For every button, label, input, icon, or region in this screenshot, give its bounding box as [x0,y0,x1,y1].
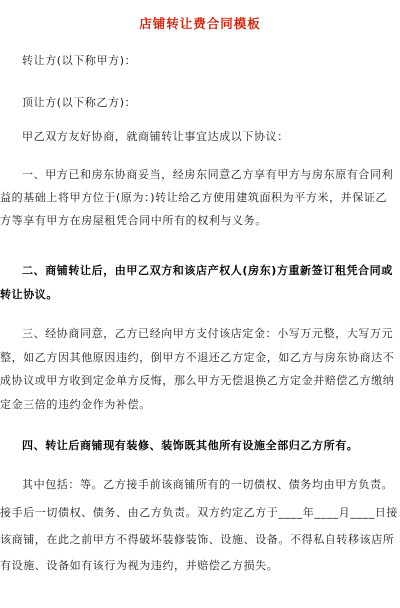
clause2-line-1: 二、商铺转让后，由甲乙双方和该店产权人(房东)方重新签订租凭合同或 [22,264,393,277]
intro-line: 甲乙双方友好协商，就商铺转让事宜达成以下协议： [22,130,289,143]
clause5-line-3: 该商铺，在此之前甲方不得破坏装修装饰、设施、设备。不得私自转移该店所 [0,533,395,546]
clause3-line-1: 三、经协商同意，乙方已经向甲方支付该店定金：小写万元整，大写万元 [22,327,394,340]
party-b-line: 顶让方(以下称乙方)： [22,96,137,109]
clause1-line-3: 方等享有甲方在房屋租凭合同中所有的权利与义务。 [0,214,267,227]
document-title: 店铺转让费合同模板 [139,16,261,31]
clause2-line-2: 转让协议。 [0,288,58,301]
clause1-line-2: 益的基础上将甲方位于(原为：)转让给乙方使用建筑面积为平方米，并保证乙 [0,191,388,204]
clause3-line-3: 成协议或甲方收到定金单方反悔，那么甲方无偿退换乙方定金并赔偿乙方缴纳 [0,374,395,387]
clause5-line-4: 有设施、设备如有该行为视为违约，并赔偿乙方损失。 [0,559,279,572]
clause3-line-2: 整，如乙方因其他原因违约，倒甲方不退还乙方定金，如乙方与房东协商达不 [0,351,395,364]
clause4-line-1: 四、转让后商铺现有装修、装饰既其他所有设施全部归乙方所有。 [22,439,359,452]
clause1-line-1: 一、甲方已和房东协商妥当，经房东同意乙方享有甲方与房东原有合同利 [22,168,394,181]
clause5-line-2: 接手后一切债权、债务、由乙方负责。双方约定乙方于____年____月____日接 [0,506,398,519]
clause3-line-4: 定金三倍的违约金作为补偿。 [0,398,151,411]
party-a-line: 转让方(以下称甲方)： [22,54,137,67]
clause5-line-1: 其中包括：等。乙方接手前该商铺所有的一切债权、债务均由甲方负责。 [22,478,394,491]
